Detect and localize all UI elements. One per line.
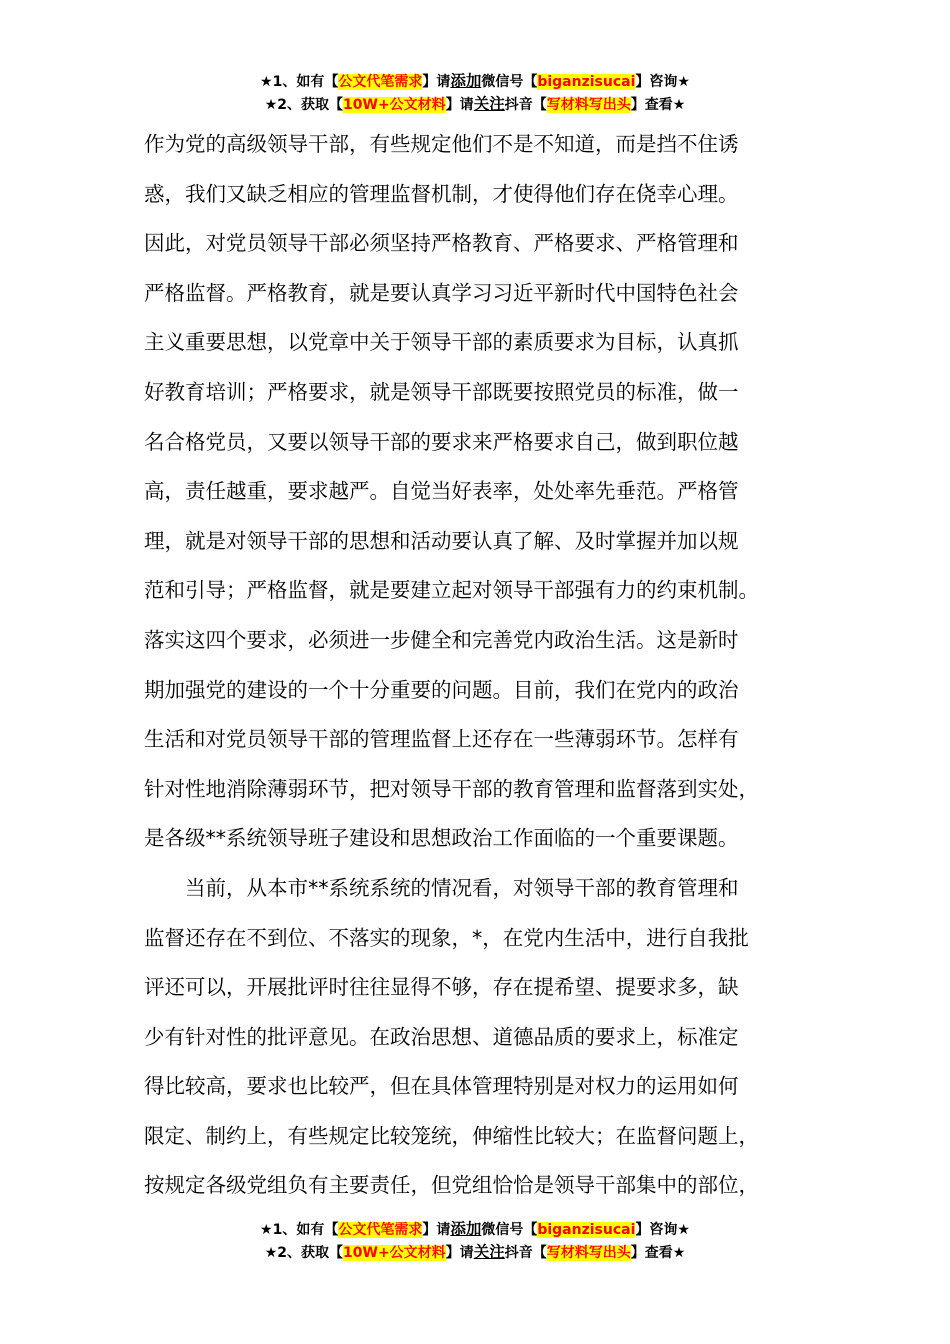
wechat-id: biganzisucai — [537, 1222, 636, 1238]
highlight-text: 公文代笔需求 — [338, 74, 423, 90]
body-line: 限定、制约上，有些规定比较笼统，伸缩性比较大；在监督问题上， — [144, 1123, 759, 1148]
highlight-text: 10W+公文材料 — [343, 97, 446, 113]
body-line-paragraph-start: 当前，从本市**系统系统的情况看，对领导干部的教育管理和 — [185, 875, 739, 900]
body-line: 作为党的高级领导干部，有些规定他们不是不知道，而是挡不住诱 — [144, 132, 739, 156]
body-line: 期加强党的建设的一个十分重要的问题。目前，我们在党内的政治 — [144, 677, 739, 702]
promo-line-1: ★1、如有【公文代笔需求】请添加微信号【biganzisucai】咨询★ — [260, 72, 690, 90]
body-line: 落实这四个要求，必须进一步健全和完善党内政治生活。这是新时 — [144, 627, 739, 652]
body-line: 因此，对党员领导干部必须坚持严格教育、严格要求、严格管理和 — [144, 231, 739, 256]
highlight-text: 公文代笔需求 — [338, 1222, 423, 1238]
promo-line-1: ★1、如有【公文代笔需求】请添加微信号【biganzisucai】咨询★ — [260, 1220, 690, 1238]
promo-line-2: ★2、获取【10W+公文材料】请关注抖音【写材料写出头】查看★ — [264, 95, 686, 113]
document-body — [144, 120, 834, 1211]
body-line: 主义重要思想，以党章中关于领导干部的素质要求为目标，认真抓 — [144, 330, 739, 355]
footer-banner — [0, 1218, 950, 1264]
body-line: 针对性地消除薄弱环节，把对领导干部的教育管理和监督落到实处， — [144, 776, 759, 801]
body-line: 生活和对党员领导干部的管理监督上还存在一些薄弱环节。怎样有 — [144, 727, 739, 752]
body-line: 严格监督。严格教育，就是要认真学习习近平新时代中国特色社会 — [144, 280, 739, 305]
wechat-id: biganzisucai — [537, 74, 636, 90]
body-line: 是各级**系统领导班子建设和思想政治工作面临的一个重要课题。 — [144, 826, 739, 851]
body-line: 好教育培训；严格要求，就是领导干部既要按照党员的标准，做一 — [144, 379, 739, 404]
body-line: 按规定各级党组负有主要责任，但党组恰恰是领导干部集中的部位， — [144, 1173, 759, 1198]
header-banner — [0, 70, 950, 116]
body-line: 范和引导；严格监督，就是要建立起对领导干部强有力的约束机制。 — [144, 578, 759, 603]
underlined-text: 添加 — [450, 1220, 482, 1238]
underlined-text: 关注 — [473, 95, 505, 113]
body-line: 惑，我们又缺乏相应的管理监督机制，才使得他们存在侥幸心理。 — [144, 181, 739, 206]
body-line: 名合格党员，又要以领导干部的要求来严格要求自己，做到职位越 — [144, 429, 739, 454]
body-line: 少有针对性的批评意见。在政治思想、道德品质的要求上，标准定 — [144, 1024, 739, 1049]
body-line: 得比较高，要求也比较严，但在具体管理特别是对权力的运用如何 — [144, 1074, 739, 1099]
douyin-account: 写材料写出头 — [546, 1245, 631, 1261]
body-line: 理，就是对领导干部的思想和活动要认真了解、及时掌握并加以规 — [144, 528, 739, 553]
body-line: 高，责任越重，要求越严。自觉当好表率，处处率先垂范。严格管 — [144, 479, 739, 504]
underlined-text: 关注 — [473, 1243, 505, 1261]
body-line: 监督还存在不到位、不落实的现象，*，在党内生活中，进行自我批 — [144, 925, 749, 950]
promo-line-2: ★2、获取【10W+公文材料】请关注抖音【写材料写出头】查看★ — [264, 1243, 686, 1261]
highlight-text: 10W+公文材料 — [343, 1245, 446, 1261]
body-line: 评还可以，开展批评时往往显得不够，存在提希望、提要求多，缺 — [144, 975, 739, 1000]
douyin-account: 写材料写出头 — [546, 97, 631, 113]
underlined-text: 添加 — [450, 72, 482, 90]
